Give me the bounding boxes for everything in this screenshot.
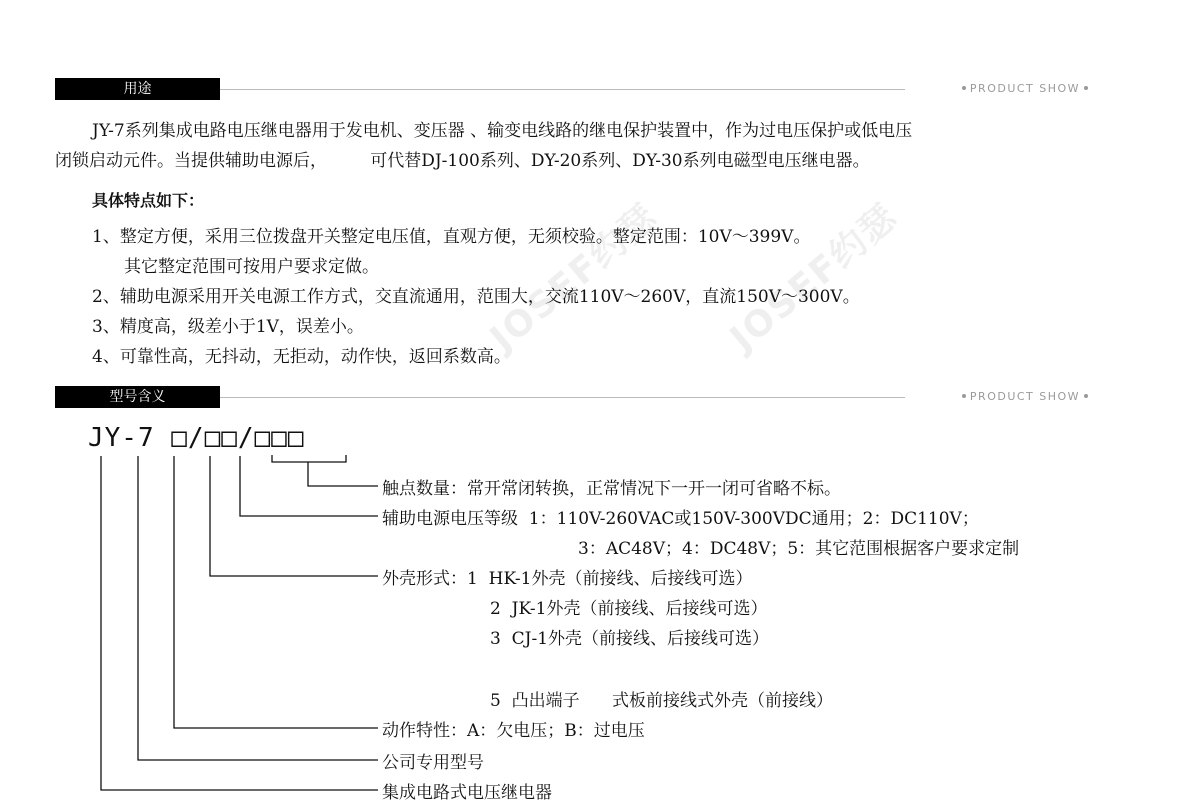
label-relay: 集成电路式电压继电器 — [382, 783, 552, 803]
model-code: JY-7 □/□□/□□□ — [88, 423, 305, 453]
feature-item: 其它整定范围可按用户要求定做。 — [124, 257, 379, 277]
product-show-label: PRODUCT SHOW — [969, 82, 1081, 95]
feature-item: 2、辅助电源采用开关电源工作方式，交直流通用，范围大，交流110V～260V，直流150V～300V。 — [92, 287, 860, 307]
label-case-option: 5 凸出端子 式板前接线式外壳（前接线） — [490, 691, 834, 711]
intro-line-2: 闭锁启动元件。当提供辅助电源后， 可代替DJ-100系列、DY-20系列、DY-30系列电磁型电压继电器。 — [55, 151, 870, 171]
feature-item: 4、可靠性高，无抖动，无拒动，动作快，返回系数高。 — [92, 347, 511, 367]
feature-item: 3、精度高，级差小于1V，误差小。 — [92, 317, 364, 337]
feature-item: 1、整定方便，采用三位拨盘开关整定电压值，直观方便，无须校验。整定范围：10V～399V。 — [92, 227, 811, 247]
section-header-label: 型号含义 — [109, 389, 166, 405]
label-contacts: 触点数量：常开常闭转换，正常情况下一开一闭可省略不标。 — [382, 479, 841, 499]
label-aux-power: 辅助电源电压等级 1：110V-260VAC或150V-300VDC通用；2：DC110V； — [382, 509, 979, 529]
label-aux-power-cont: 3：AC48V；4：DC48V；5：其它范围根据客户要求定制 — [578, 539, 1020, 559]
label-case-option: 3 CJ-1外壳（前接线、后接线可选） — [490, 629, 770, 649]
features-heading: 具体特点如下： — [92, 191, 205, 210]
label-case-option: 2 JK-1外壳（前接线、后接线可选） — [490, 599, 768, 619]
product-show-label: PRODUCT SHOW — [969, 390, 1081, 403]
section-header-label: 用途 — [123, 81, 152, 97]
watermark-logo: JOSEF约瑟 — [722, 196, 907, 360]
watermark-logo: JOSEF约瑟 — [482, 196, 667, 360]
label-action: 动作特性：A：欠电压；B：过电压 — [382, 721, 645, 741]
label-case-type: 外壳形式：1 HK-1外壳（前接线、后接线可选） — [382, 569, 753, 589]
intro-line-1: JY-7系列集成电路电压继电器用于发电机、变压器 、输变电线路的继电保护装置中，作为过电压保护或低电压 — [92, 121, 913, 141]
label-company: 公司专用型号 — [382, 753, 484, 773]
